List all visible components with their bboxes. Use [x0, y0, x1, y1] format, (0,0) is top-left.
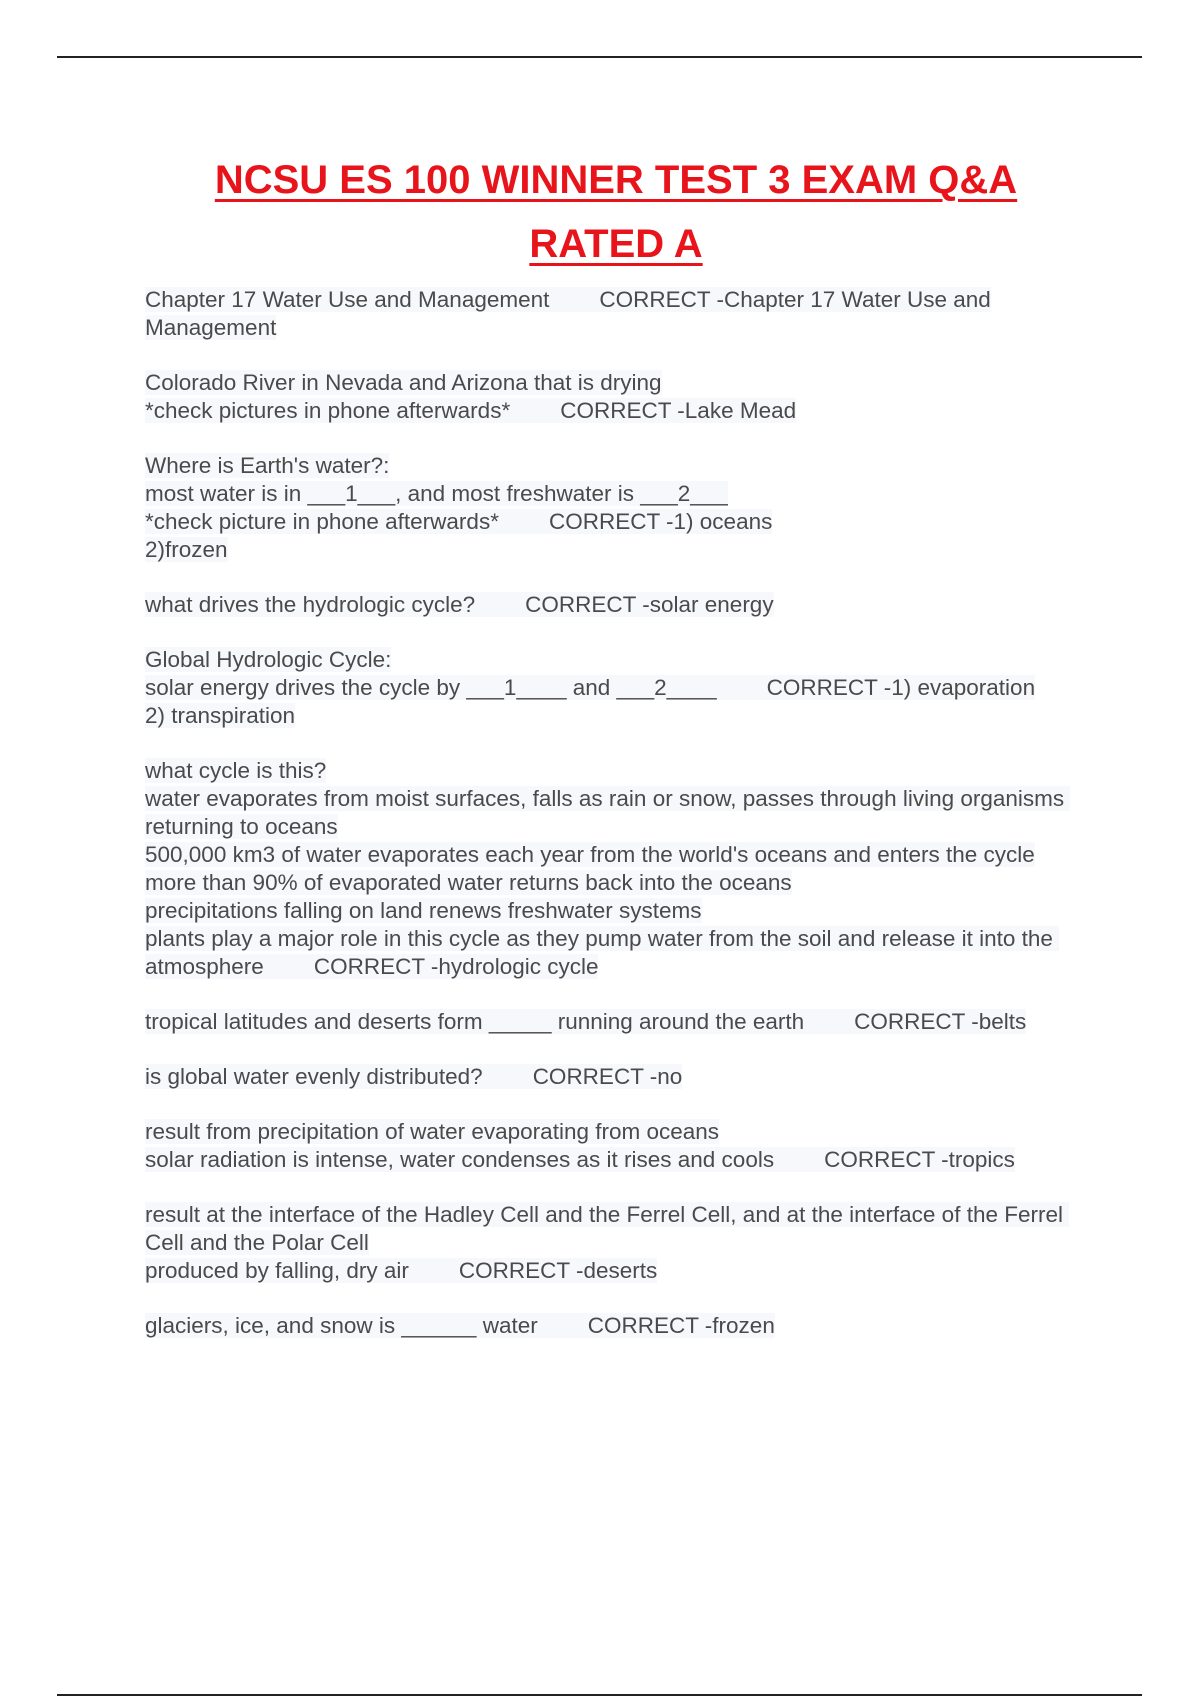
qa-body [145, 592, 774, 617]
qa-item [145, 646, 1085, 730]
answer-text: CORRECT -hydrologic cycle [313, 954, 599, 979]
footer-rule [57, 1694, 1142, 1696]
qa-body [145, 453, 772, 562]
qa-item [145, 757, 1085, 981]
qa-body [145, 647, 1035, 728]
qa-list [145, 286, 1085, 1367]
qa-item [145, 1312, 1085, 1340]
qa-body [145, 1064, 682, 1089]
qa-item [145, 369, 1085, 425]
answer-text: CORRECT -deserts [458, 1258, 658, 1283]
qa-body [145, 1313, 775, 1338]
answer-text: CORRECT -tropics [824, 1147, 1015, 1172]
question-text: result from precipitation of water evaporating from oceans [145, 1119, 720, 1144]
question-text: plants play a major role in this cycle as they pump water from the soil and release it into the atmosphere [145, 926, 1060, 979]
qa-body [145, 1119, 1015, 1172]
answer-text: CORRECT -Chapter 17 Water Use and Management [145, 287, 991, 340]
question-text: Global Hydrologic Cycle: [145, 647, 392, 672]
qa-item [145, 286, 1085, 342]
question-text: result at the interface of the Hadley Cell and the Ferrel Cell, and at the interface of the Ferrel Cell and the Polar Cell [145, 1202, 1070, 1255]
question-text: *check picture in phone afterwards* [145, 509, 499, 534]
question-text: tropical latitudes and deserts form _____ running around the earth [145, 1009, 805, 1034]
question-text: more than 90% of evaporated water returns back into the oceans [145, 870, 792, 895]
qa-body [145, 370, 796, 423]
question-text: what cycle is this? [145, 758, 327, 783]
qa-item [145, 452, 1085, 564]
question-text: solar radiation is intense, water condenses as it rises and cools [145, 1147, 775, 1172]
answer-text: CORRECT -1) evaporation 2) transpiration [145, 675, 1036, 728]
question-text: glaciers, ice, and snow is ______ water [145, 1313, 538, 1338]
answer-text: CORRECT -frozen [587, 1313, 775, 1338]
question-text: 500,000 km3 of water evaporates each year from the world's oceans and enters the cycle [145, 842, 1035, 867]
answer-text: CORRECT -Lake Mead [560, 398, 797, 423]
title-line-1: NCSU ES 100 WINNER TEST 3 EXAM Q&A [214, 158, 1018, 202]
qa-item [145, 1201, 1085, 1285]
answer-text: CORRECT -no [532, 1064, 683, 1089]
question-text: produced by falling, dry air [145, 1258, 409, 1283]
question-text: precipitations falling on land renews freshwater systems [145, 898, 702, 923]
question-text: Where is Earth's water?: [145, 453, 390, 478]
question-text: most water is in ___1___, and most freshwater is ___2___ [145, 481, 728, 506]
question-text: *check pictures in phone afterwards* [145, 398, 511, 423]
title-line-2: RATED A [529, 222, 703, 266]
qa-item [145, 1118, 1085, 1174]
qa-item [145, 1063, 1085, 1091]
qa-body [145, 1009, 1026, 1034]
qa-body [145, 287, 991, 340]
document-title [0, 148, 1200, 276]
qa-item [145, 591, 1085, 619]
question-text: what drives the hydrologic cycle? [145, 592, 476, 617]
qa-item [145, 1008, 1085, 1036]
question-text: is global water evenly distributed? [145, 1064, 483, 1089]
question-text: water evaporates from moist surfaces, falls as rain or snow, passes through living organisms returning to oceans [145, 786, 1071, 839]
header-rule [57, 56, 1142, 58]
answer-text: CORRECT -1) oceans 2)frozen [145, 509, 773, 562]
question-text: Chapter 17 Water Use and Management [145, 287, 550, 312]
qa-body [145, 1202, 1069, 1283]
qa-body [145, 758, 1070, 979]
question-text: solar energy drives the cycle by ___1____ and ___2____ [145, 675, 717, 700]
answer-text: CORRECT -belts [854, 1009, 1027, 1034]
question-text: Colorado River in Nevada and Arizona that is drying [145, 370, 662, 395]
answer-text: CORRECT -solar energy [525, 592, 774, 617]
